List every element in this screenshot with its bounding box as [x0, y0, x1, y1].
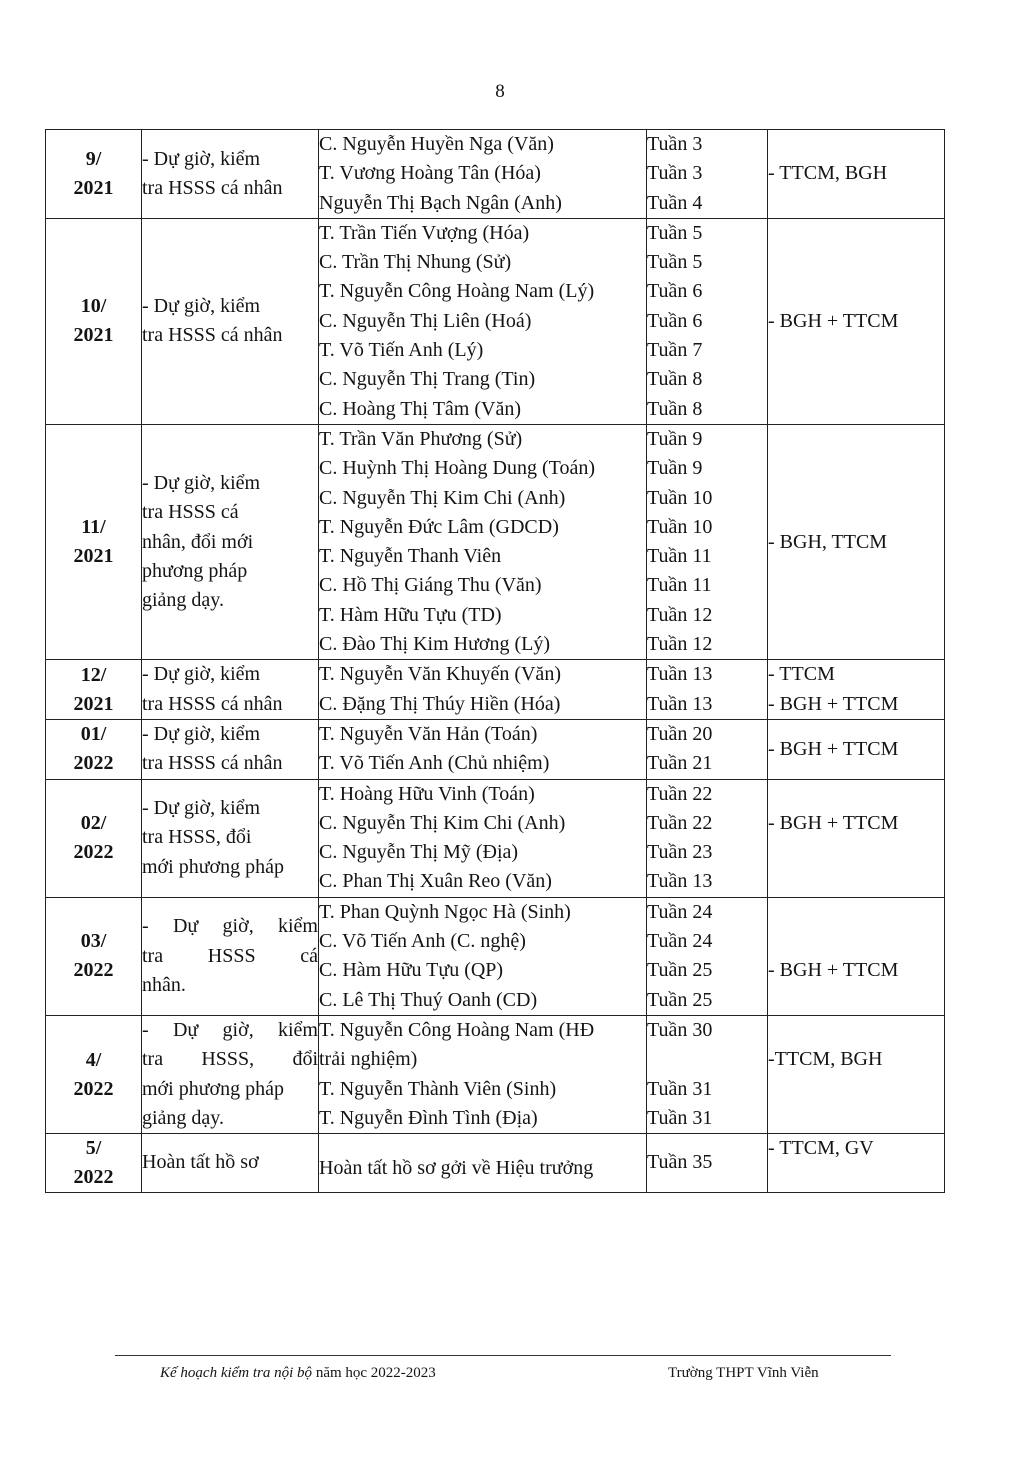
month-cell: 5/ 2022 [46, 1134, 142, 1193]
content-cell: - Dự giờ, kiểm tra HSSS cá nhân [142, 130, 319, 219]
person-cell: T. Nguyễn Công Hoàng Nam (HĐ trải nghiệm) T. Nguyễn Thành Viên (Sinh) T. Nguyễn Đình Tình (Địa) [319, 1015, 647, 1133]
time-cell: Tuần 22 Tuần 22 Tuần 23 Tuần 13 [647, 779, 768, 897]
person-cell: T. Nguyễn Văn Khuyến (Văn) C. Đặng Thị Thúy Hiền (Hóa) [319, 660, 647, 720]
table-row [46, 1015, 945, 1133]
content-cell: - Dự giờ, kiểm tra HSSS cá nhân. [142, 897, 319, 1015]
content-cell: Hoàn tất hồ sơ [142, 1134, 319, 1193]
inspection-schedule-table [45, 129, 945, 1193]
table-row [46, 660, 945, 720]
table-row [46, 424, 945, 659]
time-cell: Tuần 9 Tuần 9 Tuần 10 Tuần 10 Tuần 11 Tuần 11 Tuần 12 Tuần 12 [647, 424, 768, 659]
responsible-cell: - TTCM - BGH + TTCM [768, 660, 945, 720]
month-cell: 4/ 2022 [46, 1015, 142, 1133]
table-row [46, 1134, 945, 1193]
person-cell: T. Trần Tiến Vượng (Hóa) C. Trần Thị Nhung (Sử) T. Nguyễn Công Hoàng Nam (Lý) C. Nguyễn Thị Liên (Hoá) T. Võ Tiến Anh (Lý) C. Nguyễn Thị Trang (Tin) C. Hoàng Thị Tâm (Văn) [319, 218, 647, 424]
time-cell: Tuần 35 [647, 1134, 768, 1193]
responsible-cell: - TTCM, BGH [768, 130, 945, 219]
person-cell: T. Phan Quỳnh Ngọc Hà (Sinh) C. Võ Tiến Anh (C. nghệ) C. Hàm Hữu Tựu (QP) C. Lê Thị Thuý Oanh (CD) [319, 897, 647, 1015]
person-cell: T. Hoàng Hữu Vinh (Toán) C. Nguyễn Thị Kim Chi (Anh) C. Nguyễn Thị Mỹ (Địa) C. Phan Thị Xuân Reo (Văn) [319, 779, 647, 897]
time-cell: Tuần 13 Tuần 13 [647, 660, 768, 720]
person-cell: T. Nguyễn Văn Hản (Toán) T. Võ Tiến Anh (Chủ nhiệm) [319, 719, 647, 779]
content-cell: - Dự giờ, kiểm tra HSSS cá nhân [142, 218, 319, 424]
table-row [46, 719, 945, 779]
responsible-cell: - BGH + TTCM [768, 218, 945, 424]
month-cell: 11/ 2021 [46, 424, 142, 659]
table-row [46, 218, 945, 424]
table-row [46, 130, 945, 219]
month-cell: 12/ 2021 [46, 660, 142, 720]
footer-divider [115, 1355, 891, 1356]
person-cell: C. Nguyễn Huyền Nga (Văn) T. Vương Hoàng Tân (Hóa) Nguyễn Thị Bạch Ngân (Anh) [319, 130, 647, 219]
time-cell: Tuần 5 Tuần 5 Tuần 6 Tuần 6 Tuần 7 Tuần 8 Tuần 8 [647, 218, 768, 424]
month-cell: 10/ 2021 [46, 218, 142, 424]
responsible-cell: - BGH, TTCM [768, 424, 945, 659]
page-number: 8 [495, 81, 505, 102]
month-cell: 01/ 2022 [46, 719, 142, 779]
responsible-cell: - BGH + TTCM [768, 897, 945, 1015]
table-row [46, 779, 945, 897]
footer-school-name: Trường THPT Vĩnh Viễn [668, 1365, 819, 1381]
time-cell: Tuần 24 Tuần 24 Tuần 25 Tuần 25 [647, 897, 768, 1015]
responsible-cell: - TTCM, GV [768, 1134, 945, 1193]
responsible-cell: -TTCM, BGH [768, 1015, 945, 1133]
responsible-cell: - BGH + TTCM [768, 779, 945, 897]
content-cell: - Dự giờ, kiểm tra HSSS, đổi mới phương pháp [142, 779, 319, 897]
content-cell: - Dự giờ, kiểm tra HSSS cá nhân [142, 719, 319, 779]
time-cell: Tuần 30 Tuần 31 Tuần 31 [647, 1015, 768, 1133]
month-cell: 03/ 2022 [46, 897, 142, 1015]
content-cell: - Dự giờ, kiểm tra HSSS, đổi mới phương pháp giảng dạy. [142, 1015, 319, 1133]
month-cell: 02/ 2022 [46, 779, 142, 897]
footer-plan-title: Kế hoạch kiểm tra nội bộ năm học 2022-2023 [160, 1365, 436, 1381]
content-cell: - Dự giờ, kiểm tra HSSS cá nhân, đổi mới phương pháp giảng dạy. [142, 424, 319, 659]
month-cell: 9/ 2021 [46, 130, 142, 219]
time-cell: Tuần 3 Tuần 3 Tuần 4 [647, 130, 768, 219]
time-cell: Tuần 20 Tuần 21 [647, 719, 768, 779]
responsible-cell: - BGH + TTCM [768, 719, 945, 779]
content-cell: - Dự giờ, kiểm tra HSSS cá nhân [142, 660, 319, 720]
table-row [46, 897, 945, 1015]
person-cell: T. Trần Văn Phương (Sử) C. Huỳnh Thị Hoàng Dung (Toán) C. Nguyễn Thị Kim Chi (Anh) T. Nguyễn Đức Lâm (GDCD) T. Nguyễn Thanh Viên C. Hồ Thị Giáng Thu (Văn) T. Hàm Hữu Tựu (TD) C. Đào Thị Kim Hương (Lý) [319, 424, 647, 659]
person-cell: Hoàn tất hồ sơ gởi về Hiệu trưởng [319, 1134, 647, 1193]
